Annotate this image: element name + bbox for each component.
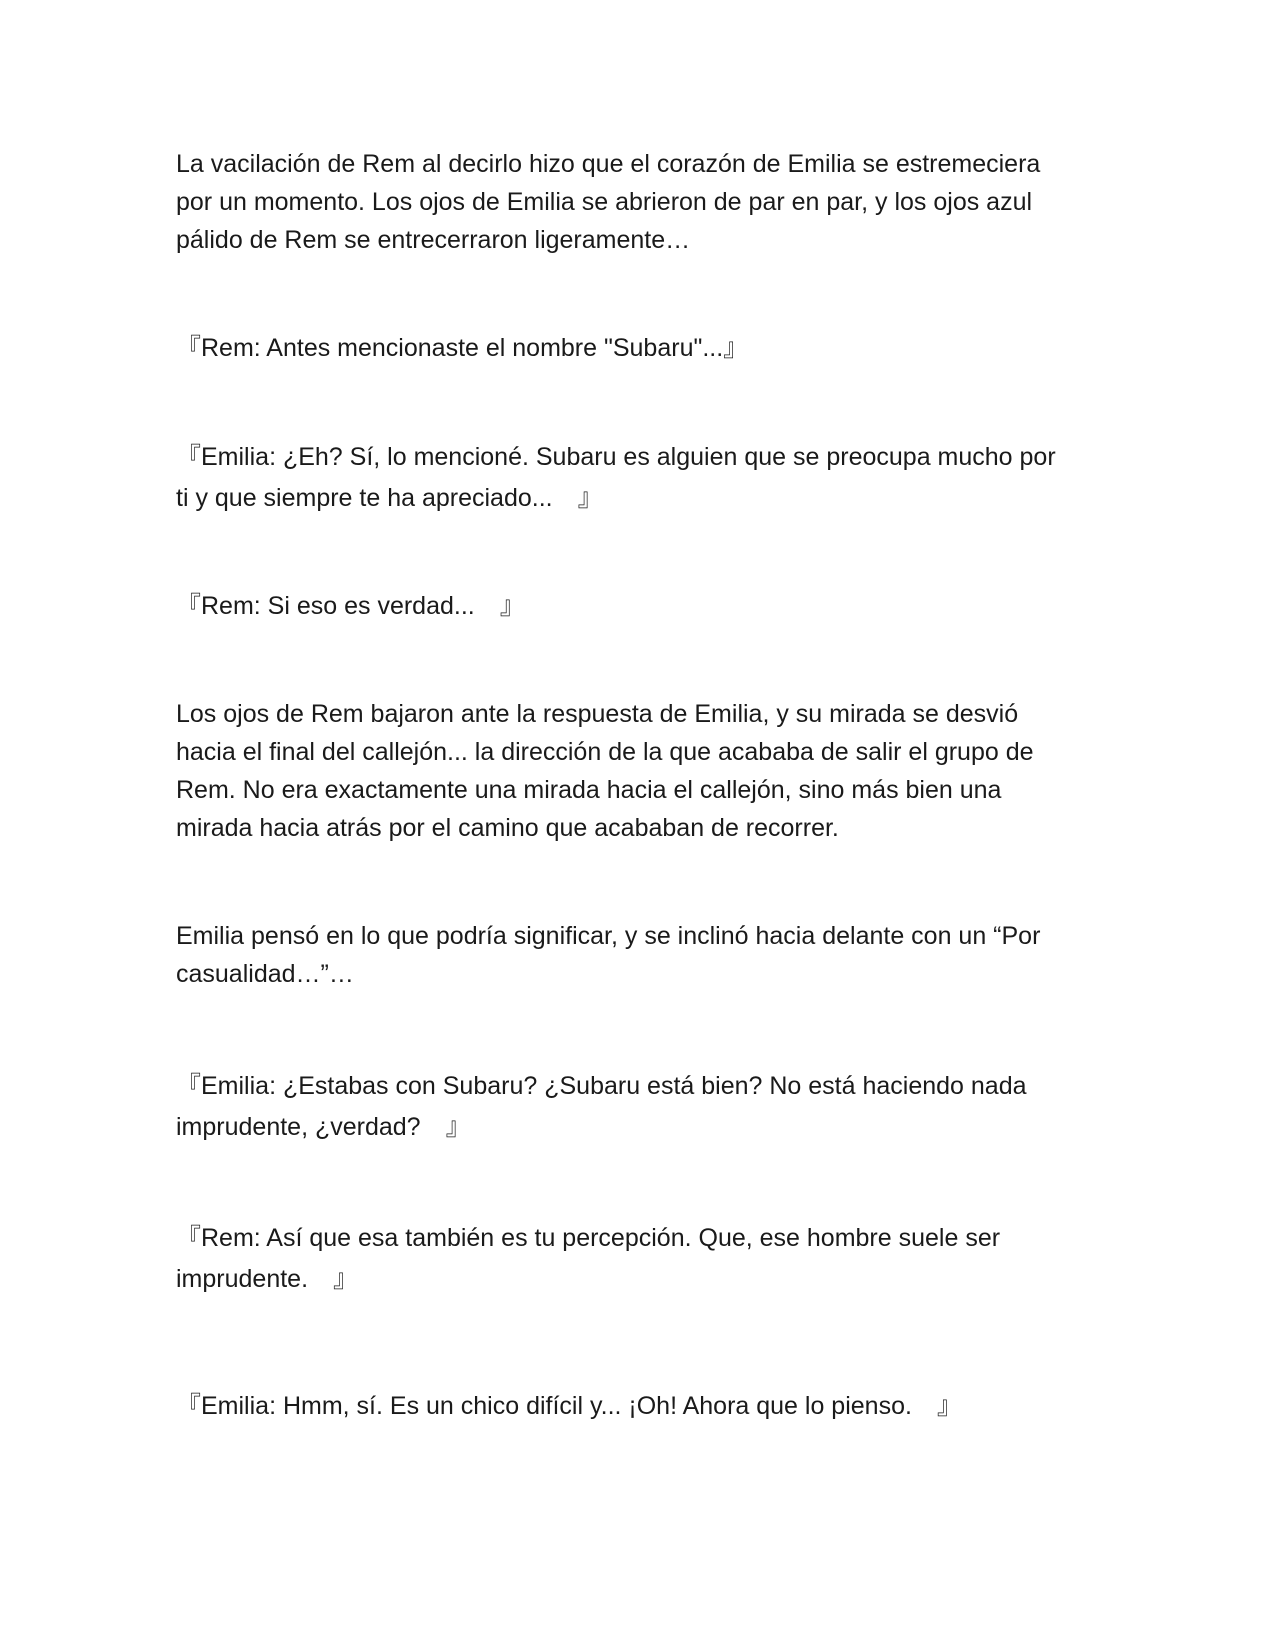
text-line: imprudente, ¿verdad? 』 xyxy=(176,1113,471,1141)
text-line: imprudente. 』 xyxy=(176,1265,359,1293)
text-line: 『Emilia: Hmm, sí. Es un chico difícil y... ¡Oh! Ahora que lo pienso. 』 xyxy=(176,1392,962,1420)
text-line: 『Emilia: ¿Eh? Sí, lo mencioné. Subaru es alguien que se preocupa mucho por xyxy=(176,443,1056,471)
paragraph-narration-3 xyxy=(176,917,1106,993)
text-line: pálido de Rem se entrecerraron ligeramente… xyxy=(176,226,691,254)
text-line: La vacilación de Rem al decirlo hizo que el corazón de Emilia se estremeciera xyxy=(176,150,1041,178)
text-line: 『Rem: Antes mencionaste el nombre "Subaru"...』 xyxy=(176,334,749,362)
text-line: Rem. No era exactamente una mirada hacia el callejón, sino más bien una xyxy=(176,776,1002,804)
paragraph-dialogue-emilia-1 xyxy=(176,437,1106,519)
text-line: mirada hacia atrás por el camino que acababan de recorrer. xyxy=(176,814,839,842)
text-line: ti y que siempre te ha apreciado... 』 xyxy=(176,484,603,512)
text-line: 『Rem: Así que esa también es tu percepción. Que, ese hombre suele ser xyxy=(176,1224,1001,1252)
text-line: por un momento. Los ojos de Emilia se abrieron de par en par, y los ojos azul xyxy=(176,188,1033,216)
text-line: 『Emilia: ¿Estabas con Subaru? ¿Subaru está bien? No está haciendo nada xyxy=(176,1072,1027,1100)
text-line: Los ojos de Rem bajaron ante la respuesta de Emilia, y su mirada se desvió xyxy=(176,700,1019,728)
text-line: Emilia pensó en lo que podría significar, y se inclinó hacia delante con un “Por xyxy=(176,922,1041,950)
text-line: casualidad…”… xyxy=(176,960,354,988)
paragraph-dialogue-rem-1 xyxy=(176,329,1106,367)
paragraph-narration-2 xyxy=(176,695,1106,847)
text-line: hacia el final del callejón... la dirección de la que acababa de salir el grupo de xyxy=(176,738,1034,766)
paragraph-dialogue-rem-2 xyxy=(176,587,1106,625)
paragraph-dialogue-emilia-3 xyxy=(176,1387,1106,1425)
paragraph-narration-1 xyxy=(176,145,1106,259)
text-line: 『Rem: Si eso es verdad... 』 xyxy=(176,592,525,620)
paragraph-dialogue-emilia-2 xyxy=(176,1066,1106,1148)
paragraph-dialogue-rem-3 xyxy=(176,1218,1106,1300)
